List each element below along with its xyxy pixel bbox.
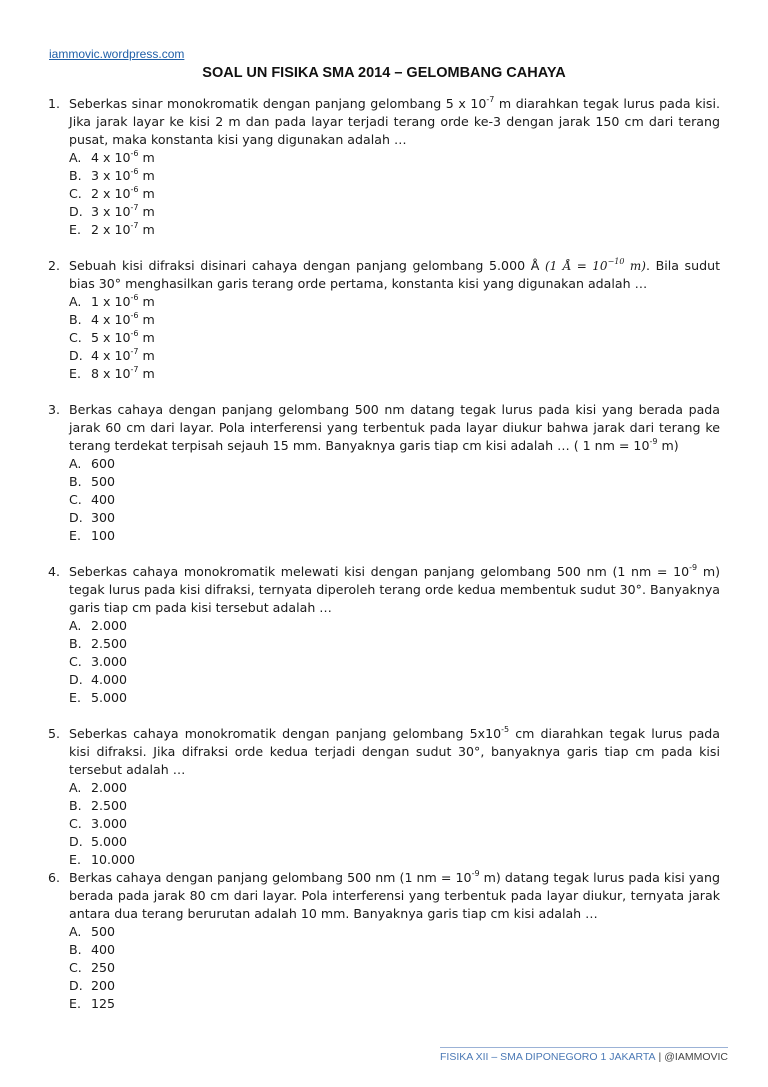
footer-separator: | <box>658 1051 662 1063</box>
question-number: 2. <box>48 258 61 273</box>
option-e: E. 2 x $10^{-7}$ m <box>69 221 155 237</box>
option-e: E. 125 <box>69 996 116 1011</box>
question-number: 4. <box>48 564 61 579</box>
answer-options <box>48 149 720 239</box>
option-b: B. 2.500 <box>69 636 128 651</box>
question-text: Sebuah kisi difraksi disinari cahaya dengan panjang gelombang 5.000 Å (1 Å = $10^{-10}$ m). Bila sudut bias 30° menghasilkan garis terang orde pertama, konstanta kisi yang digunakan adalah … <box>69 257 721 291</box>
option-a: A. 500 <box>69 924 116 939</box>
option-b: B. 500 <box>69 474 116 489</box>
option-a: A. 1 x $10^{-6}$ m <box>69 293 155 309</box>
option-a: A. 2.000 <box>69 618 128 633</box>
option-a: A. 600 <box>69 456 116 471</box>
answer-options <box>48 923 720 1013</box>
option-e: E. 8 x $10^{-7}$ m <box>69 365 155 381</box>
page-footer <box>440 1047 728 1063</box>
question-2 <box>48 257 720 383</box>
question-3 <box>48 401 720 545</box>
option-b: B. 2.500 <box>69 798 128 813</box>
question-number: 6. <box>48 870 61 885</box>
question-number: 1. <box>48 96 61 111</box>
option-e: E. 100 <box>69 528 116 543</box>
option-c: C. 250 <box>69 960 116 975</box>
question-4 <box>48 563 720 707</box>
option-e: E. 5.000 <box>69 690 128 705</box>
answer-options <box>48 293 720 383</box>
option-c: C. 3.000 <box>69 816 128 831</box>
option-b: B. 4 x $10^{-6}$ m <box>69 311 155 327</box>
option-d: D. 4 x $10^{-7}$ m <box>69 347 155 363</box>
option-a: A. 2.000 <box>69 780 128 795</box>
answer-options <box>48 779 720 869</box>
question-5 <box>48 725 720 869</box>
option-d: D. 3 x $10^{-7}$ m <box>69 203 155 219</box>
question-text: Berkas cahaya dengan panjang gelombang 500 nm (1 nm = $10^{-9}$ m) datang tegak lurus pada kisi yang berada pada jarak 80 cm dari layar. Pola interferensi yang terbentuk pada layar diukur, ternyata jarak antara dua terang berurutan adalah 10 mm. Banyaknya garis tiap cm kisi adalah … <box>69 869 721 921</box>
option-d: D. 200 <box>69 978 116 993</box>
question-1 <box>48 95 720 239</box>
footer-course: FISIKA XII – SMA DIPONEGORO 1 JAKARTA <box>440 1051 656 1063</box>
footer-handle: @IAMMOVIC <box>664 1051 728 1063</box>
document-title: SOAL UN FISIKA SMA 2014 – GELOMBANG CAHAYA <box>202 65 566 81</box>
site-link[interactable]: iammovic.wordpress.com <box>49 47 185 61</box>
math-expression: (1 Å = $10^{-10}$ m) <box>544 257 646 273</box>
question-number: 5. <box>48 726 61 741</box>
question-text: Seberkas cahaya monokromatik dengan panjang gelombang $5x10^{-5}$ cm diarahkan tegak lurus pada kisi difraksi. Jika difraksi orde kedua terjadi dengan sudut 30°, banyaknya garis tiap cm pada kisi tersebut adalah … <box>69 725 720 777</box>
question-number: 3. <box>48 402 61 417</box>
option-a: A. 4 x $10^{-6}$ m <box>69 149 155 165</box>
option-d: D. 5.000 <box>69 834 128 849</box>
question-text: Seberkas cahaya monokromatik melewati kisi dengan panjang gelombang 500 nm (1 nm = $10^{-9}$ m) tegak lurus pada kisi difraksi, ternyata diperoleh terang orde kedua membentuk sudut 30°. Banyaknya garis tiap cm pada kisi tersebut adalah … <box>69 563 720 615</box>
option-d: D. 300 <box>69 510 116 525</box>
option-e: E. 10.000 <box>69 852 136 867</box>
option-b: B. 400 <box>69 942 116 957</box>
question-text: Seberkas sinar monokromatik dengan panjang gelombang 5 x $10^{-7}$ m diarahkan tegak lurus pada kisi. Jika jarak layar ke kisi 2 m dan pada layar terjadi terang orde ke-3 dengan jarak 150 cm dari terang pusat, maka konstanta kisi yang digunakan adalah … <box>69 95 720 147</box>
option-b: B. 3 x $10^{-6}$ m <box>69 167 155 183</box>
option-c: C. 400 <box>69 492 116 507</box>
answer-options <box>48 617 720 707</box>
option-c: C. 5 x $10^{-6}$ m <box>69 329 155 345</box>
answer-options <box>48 455 720 545</box>
option-c: C. 2 x $10^{-6}$ m <box>69 185 155 201</box>
option-d: D. 4.000 <box>69 672 128 687</box>
option-c: C. 3.000 <box>69 654 128 669</box>
question-6 <box>48 869 720 1013</box>
question-list <box>48 95 720 1031</box>
question-text: Berkas cahaya dengan panjang gelombang 500 nm datang tegak lurus pada kisi yang berada pada jarak 60 cm dari layar. Pola interferensi yang terbentuk pada layar diukur bahwa jarak dari terang ke terang terdekat terpisah sejauh 15 mm. Banyaknya garis tiap cm kisi adalah … ( 1 nm = $10^{-9}$ m) <box>69 402 720 453</box>
